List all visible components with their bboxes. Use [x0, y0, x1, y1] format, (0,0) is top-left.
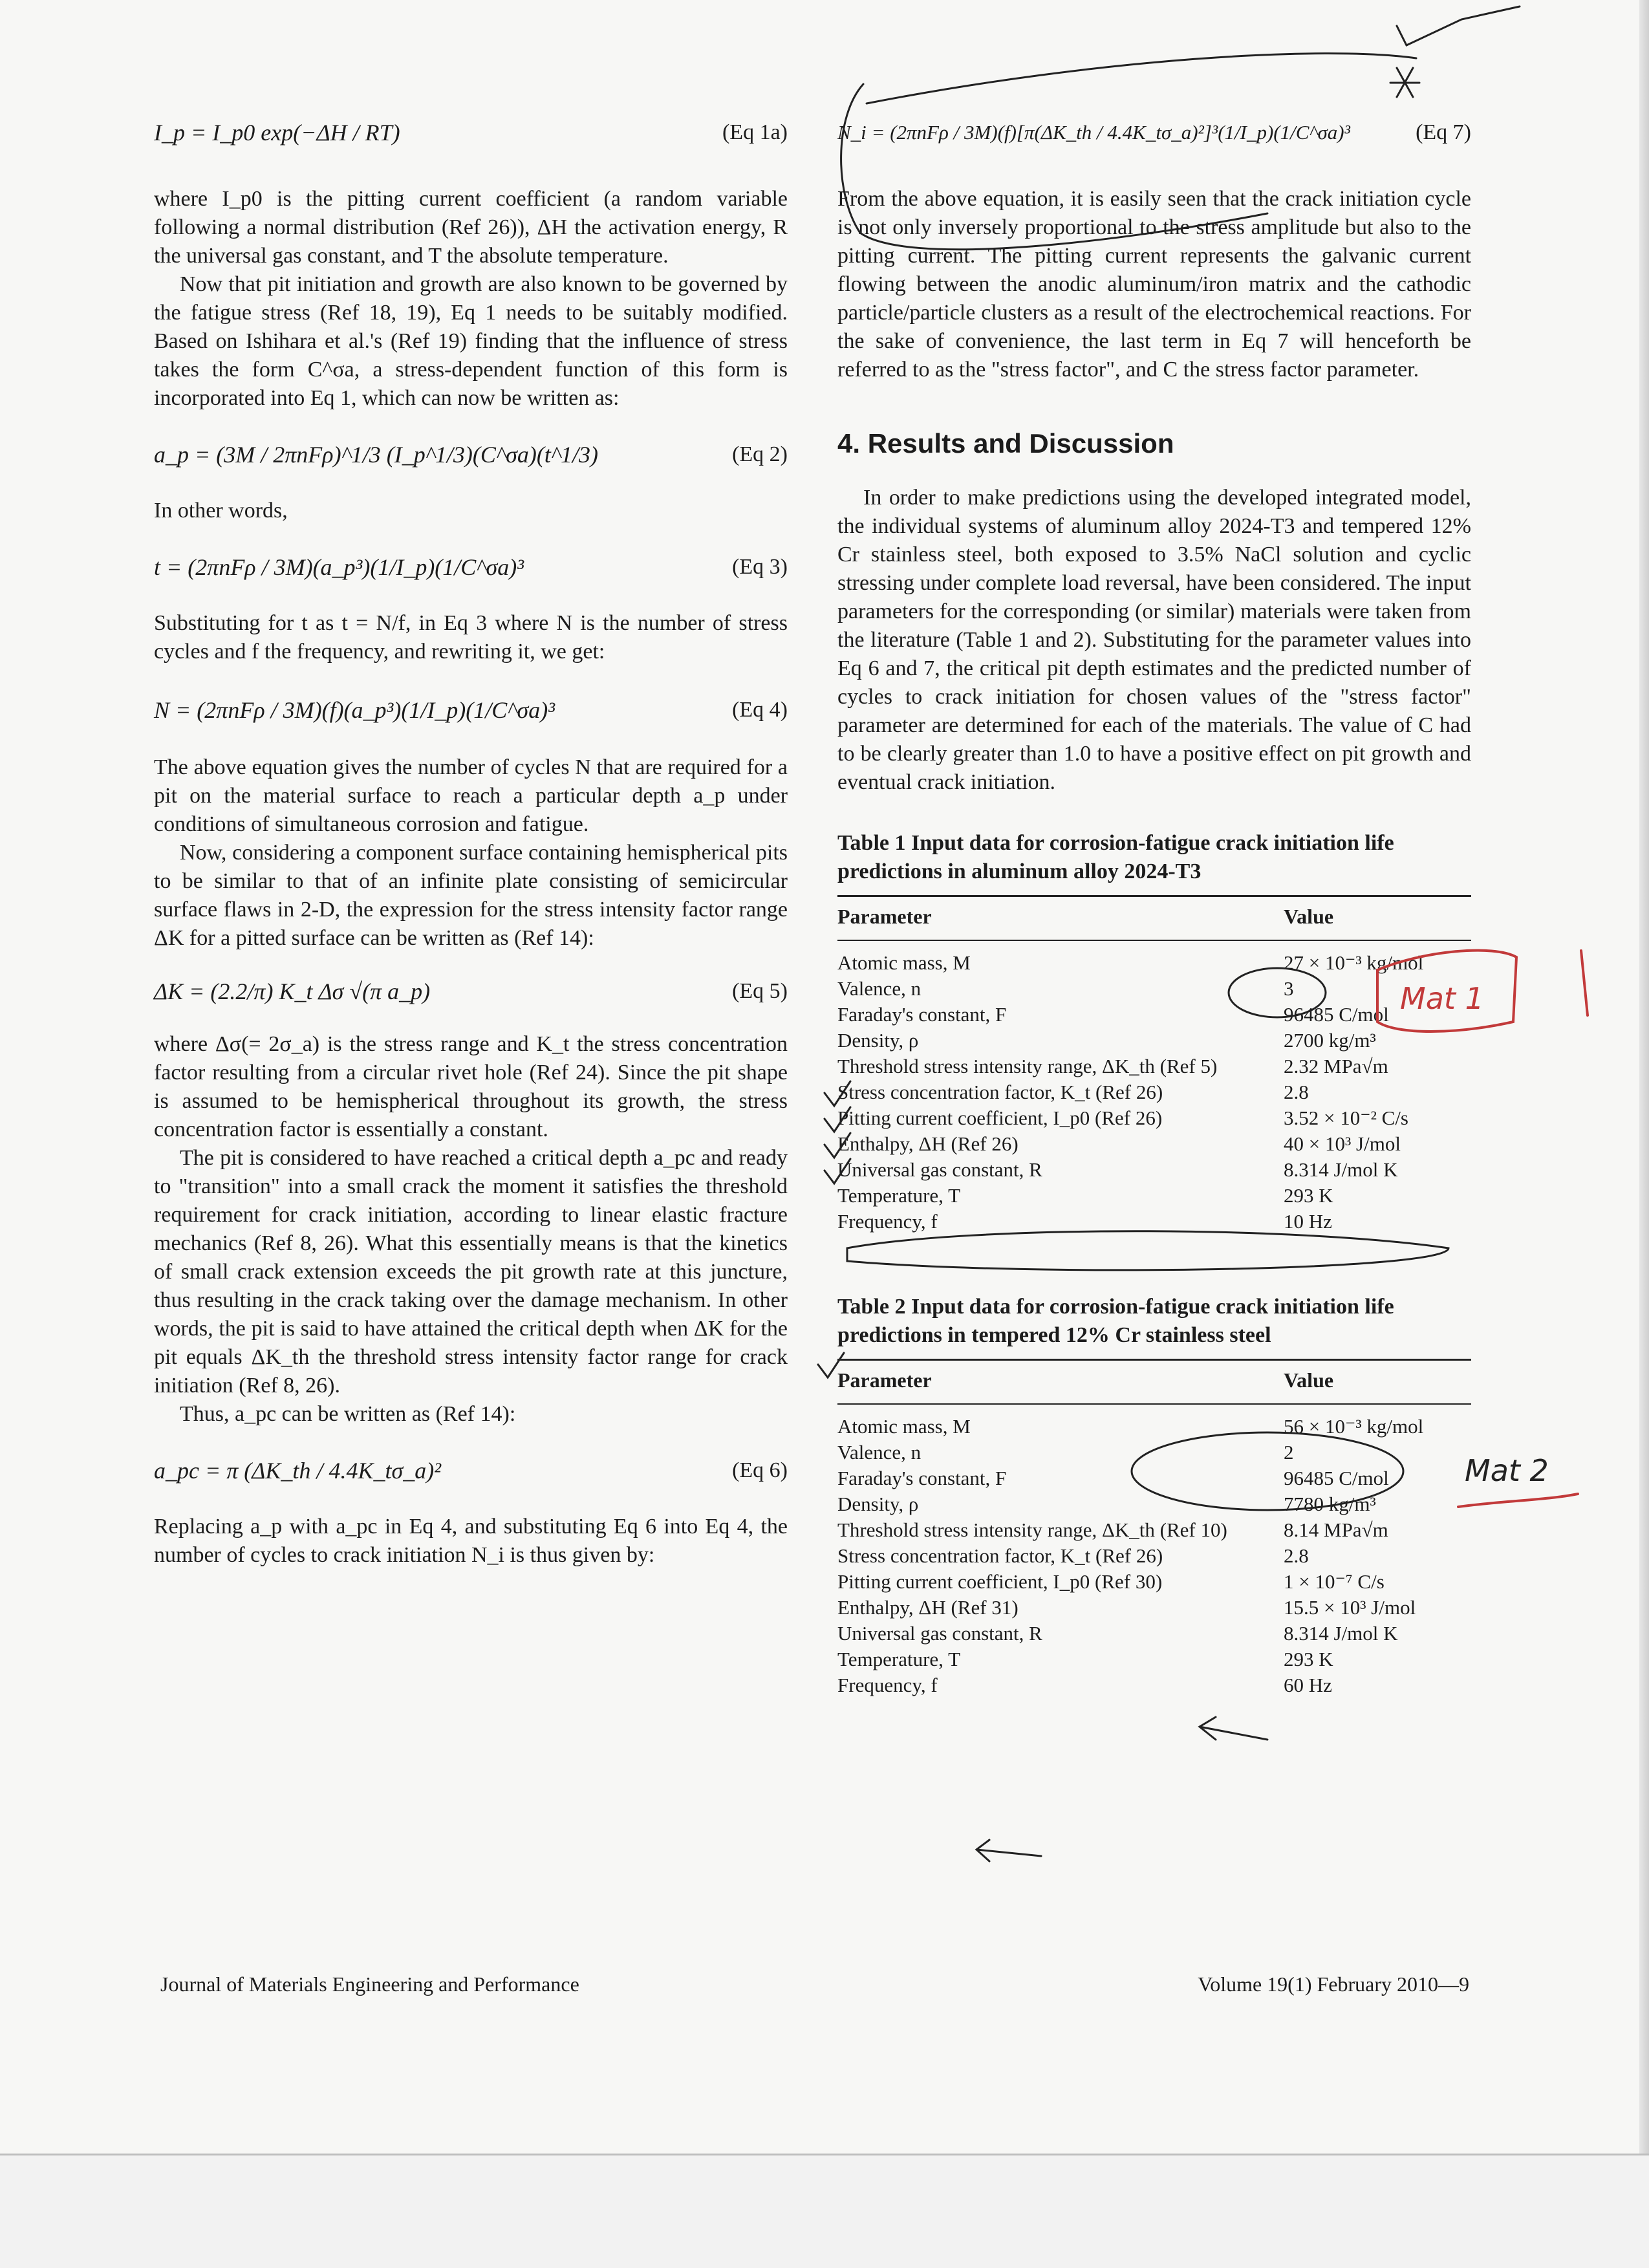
equation-5 [154, 953, 788, 1030]
cell-value: 293 K [1284, 1184, 1333, 1207]
cell-value: 60 Hz [1284, 1674, 1332, 1696]
cell-param: Density, ρ [837, 1493, 919, 1515]
table-2 [837, 1293, 1471, 1698]
cell-param: Density, ρ [837, 1029, 919, 1052]
red-line-annotation [1458, 1494, 1578, 1507]
paragraph: In order to make predictions using the developed integrated model, the individual systems of aluminum alloy 2024-T3 and tempered 12% Cr stainless steel, both exposed to 3.5% NaCl solution and cyclic stressing under complete load reversal, have been considered. The input parameters for the corresponding (or similar) materials were taken from the literature (Table 1 and 2). Substituting for the parameter values into Eq 6 and 7, the critical pit depth estimates and the predicted number of cycles to crack initiation for chosen values of the "stress factor" parameter are determined for each of the materials. The value of C had to be clearly greater than 1.0 to have a positive effect on pit growth and eventual crack initiation. [837, 486, 1471, 794]
equation-2 [154, 413, 788, 497]
paragraph: Substituting for t as t = N/f, in Eq 3 where N is the number of stress cycles and f the frequency, and rewriting it, we get: [154, 611, 788, 664]
cell-param: Temperature, T [837, 1184, 961, 1207]
paragraph: The pit is considered to have reached a critical depth a_pc and ready to "transition" into a small crack the moment it satisfies the threshold requirement for crack initiation, according to linear elastic fracture mechanics (Ref 8, 26). What this essentially means is that the kinetics of small crack extension exceeds the pit growth rate at this juncture, thus resulting in the crack taking over the damage mechanism. In other words, the pit is said to have attained the critical depth when ΔK for the pit equals ΔK_th the threshold stress intensity factor range for crack initiation (Ref 8, 26). [154, 1146, 788, 1398]
cell-value: 3.52 × 10⁻² C/s [1284, 1107, 1408, 1129]
cell-param: Enthalpy, ΔH (Ref 31) [837, 1596, 1018, 1619]
paragraph: Replacing a_p with a_pc in Eq 4, and substituting Eq 6 into Eq 4, the number of cycles to crack initiation N_i is thus given by: [154, 1515, 788, 1567]
cell-param: Threshold stress intensity range, ΔK_th (Ref 10) [837, 1518, 1227, 1541]
cell-param: Faraday's constant, F [837, 1467, 1007, 1489]
table-row [837, 1028, 1471, 1053]
table-row [837, 1414, 1471, 1440]
table-row [837, 1079, 1471, 1105]
table-row [837, 1440, 1471, 1465]
paragraph: where Δσ(= 2σ_a) is the stress range and K_t the stress concentration factor resulting from a circular rivet hole (Ref 24). Since the pit shape is assumed to be hemispherical throughout its growth, the stress concentration factor is essentially a constant. [154, 1032, 788, 1141]
cell-param: Universal gas constant, R [837, 1158, 1042, 1181]
cell-param: Pitting current coefficient, I_p0 (Ref 26) [837, 1107, 1163, 1129]
cell-param: Threshold stress intensity range, ΔK_th (Ref 5) [837, 1055, 1218, 1077]
equation-1a [154, 97, 788, 168]
equation-3 [154, 525, 788, 609]
cell-value: 2 [1284, 1441, 1294, 1463]
scan-edge-shadow [1639, 0, 1649, 2268]
table-body [837, 941, 1471, 1235]
paragraph: where I_p0 is the pitting current coefficient (a random variable following a normal distribution (Ref 26)), ΔH the activation energy, R the universal gas constant, and T the absolute temperature. [154, 187, 788, 268]
table-row [837, 1517, 1471, 1543]
cell-value: 3 [1284, 977, 1294, 1000]
cell-param: Valence, n [837, 1441, 921, 1463]
table-row [837, 1183, 1471, 1209]
equation-label: (Eq 4) [732, 697, 788, 722]
section-heading: 4. Results and Discussion [837, 428, 1174, 459]
column-header: Parameter [837, 1368, 932, 1392]
cell-value: 8.314 J/mol K [1284, 1622, 1398, 1645]
equation-expr: t = (2πnFρ / 3M)(a_p³)(1/I_p)(1/C^σa)³ [154, 554, 524, 580]
cell-value: 56 × 10⁻³ kg/mol [1284, 1415, 1424, 1438]
table-row [837, 1209, 1471, 1235]
table-row [837, 1672, 1471, 1698]
paragraph: The above equation gives the number of cycles N that are required for a pit on the material surface to reach a particular depth a_p under conditions of simultaneous corrosion and fatigue. [154, 755, 788, 836]
cell-value: 2.8 [1284, 1544, 1309, 1567]
arrow-icon [976, 1840, 1041, 1861]
cell-param: Temperature, T [837, 1648, 961, 1670]
equation-label: (Eq 1a) [722, 120, 788, 144]
equation-expr: a_p = (3M / 2πnFρ)^1/3 (I_p^1/3)(C^σa)(t^1/3) [154, 442, 599, 468]
paragraph: From the above equation, it is easily seen that the crack initiation cycle is not only inversely proportional to the stress amplitude but also to the pitting current. The pitting current represents the galvanic current flowing between the anodic aluminum/iron matrix and the cathodic particle/particle clusters as a result of the electrochemical reactions. For the sake of convenience, the last term in Eq 7 will henceforth be referred to as the "stress factor", and C the stress factor parameter. [837, 187, 1471, 382]
cell-value: 8.14 MPa√m [1284, 1518, 1388, 1541]
cell-param: Frequency, f [837, 1674, 938, 1696]
equation-4 [154, 666, 788, 753]
arc-annotation [867, 54, 1416, 103]
table-row [837, 1465, 1471, 1491]
table-row [837, 1157, 1471, 1183]
cell-value: 2700 kg/m³ [1284, 1029, 1376, 1052]
cell-param: Valence, n [837, 977, 921, 1000]
cell-value: 7780 kg/m³ [1284, 1493, 1376, 1515]
cell-value: 8.314 J/mol K [1284, 1158, 1398, 1181]
cell-param: Faraday's constant, F [837, 1003, 1007, 1026]
equation-expr: ΔK = (2.2/π) K_t Δσ √(π a_p) [154, 978, 431, 1004]
footer-volume: Volume 19(1) February 2010—9 [1198, 1972, 1469, 1996]
table-row [837, 950, 1471, 976]
cell-param: Universal gas constant, R [837, 1622, 1042, 1645]
table-title: Table 2 Input data for corrosion-fatigue crack initiation life predictions in tempered 12% Cr stainless steel [837, 1295, 1394, 1347]
table-row [837, 1569, 1471, 1595]
table-row [837, 1131, 1471, 1157]
table-row [837, 1647, 1471, 1672]
cell-value: 2.32 MPa√m [1284, 1055, 1388, 1077]
equation-label: (Eq 6) [732, 1458, 788, 1482]
table-header [837, 897, 1471, 940]
table-row [837, 976, 1471, 1002]
cell-value: 1 × 10⁻⁷ C/s [1284, 1570, 1385, 1593]
table-header [837, 1361, 1471, 1403]
cell-param: Frequency, f [837, 1210, 938, 1233]
footer-journal: Journal of Materials Engineering and Performance [160, 1972, 579, 1996]
cell-value: 10 Hz [1284, 1210, 1332, 1233]
table-row [837, 1053, 1471, 1079]
table-row [837, 1491, 1471, 1517]
table-body [837, 1405, 1471, 1698]
table-row [837, 1621, 1471, 1647]
cell-param: Enthalpy, ΔH (Ref 26) [837, 1132, 1018, 1155]
equation-7 [837, 97, 1471, 168]
cell-param: Stress concentration factor, K_t (Ref 26) [837, 1081, 1163, 1103]
cell-param: Atomic mass, M [837, 951, 971, 974]
right-column [837, 97, 1471, 1698]
scan-bottom-strip [0, 2154, 1649, 2268]
arrow-icon [1200, 1717, 1267, 1740]
red-line-annotation [1581, 951, 1588, 1015]
equation-expr: a_pc = π (ΔK_th / 4.4K_tσ_a)² [154, 1458, 441, 1484]
table-row [837, 1595, 1471, 1621]
table-row [837, 1002, 1471, 1028]
cell-value: 15.5 × 10³ J/mol [1284, 1596, 1416, 1619]
cell-value: 40 × 10³ J/mol [1284, 1132, 1401, 1155]
equation-expr: N_i = (2πnFρ / 3M)(f)[π(ΔK_th / 4.4K_tσ_a)²]³(1/I_p)(1/C^σa)³ [837, 121, 1350, 144]
cell-value: 27 × 10⁻³ kg/mol [1284, 951, 1424, 974]
table-title: Table 1 Input data for corrosion-fatigue crack initiation life predictions in aluminum alloy 2024-T3 [837, 831, 1394, 883]
cell-param: Atomic mass, M [837, 1415, 971, 1438]
paragraph: In other words, [154, 499, 288, 523]
cell-value: 96485 C/mol [1284, 1003, 1389, 1026]
column-header: Value [1284, 905, 1334, 928]
equation-expr: I_p = I_p0 exp(−ΔH / RT) [154, 120, 400, 146]
paragraph: Now that pit initiation and growth are also known to be governed by the fatigue stress (Ref 18, 19), Eq 1 needs to be suitably modified. Based on Ishihara et al.'s (Ref 19) finding that the influence of stress takes the form C^σa, a stress-dependent function of this form is incorporated into Eq 1, which can now be written as: [154, 272, 788, 410]
check-mark-icon [1397, 6, 1520, 45]
cell-value: 2.8 [1284, 1081, 1309, 1103]
paragraph: Thus, a_pc can be written as (Ref 14): [180, 1402, 516, 1426]
handwritten-mat-1: Mat 1 [1400, 981, 1484, 1016]
star-icon [1390, 68, 1419, 97]
equation-expr: N = (2πnFρ / 3M)(f)(a_p³)(1/I_p)(1/C^σa)³ [154, 697, 555, 723]
handwritten-mat-2: Mat 2 [1465, 1453, 1549, 1488]
equation-label: (Eq 7) [1416, 120, 1471, 144]
equation-label: (Eq 3) [732, 555, 788, 579]
table-row [837, 1105, 1471, 1131]
left-column [154, 97, 788, 1570]
table-1 [837, 829, 1471, 1235]
table-row [837, 1543, 1471, 1569]
cell-param: Stress concentration factor, K_t (Ref 26) [837, 1544, 1163, 1567]
cell-param: Pitting current coefficient, I_p0 (Ref 30) [837, 1570, 1163, 1593]
column-header: Parameter [837, 905, 932, 928]
cell-value: 293 K [1284, 1648, 1333, 1670]
equation-label: (Eq 2) [732, 442, 788, 466]
cell-value: 96485 C/mol [1284, 1467, 1389, 1489]
equation-6 [154, 1429, 788, 1513]
equation-label: (Eq 5) [732, 979, 788, 1003]
paragraph: Now, considering a component surface containing hemispherical pits to be similar to that of an infinite plate consisting of semicircular surface flaws in 2-D, the expression for the stress intensity factor range ΔK for a pitted surface can be written as (Ref 14): [154, 841, 788, 950]
column-header: Value [1284, 1368, 1334, 1392]
